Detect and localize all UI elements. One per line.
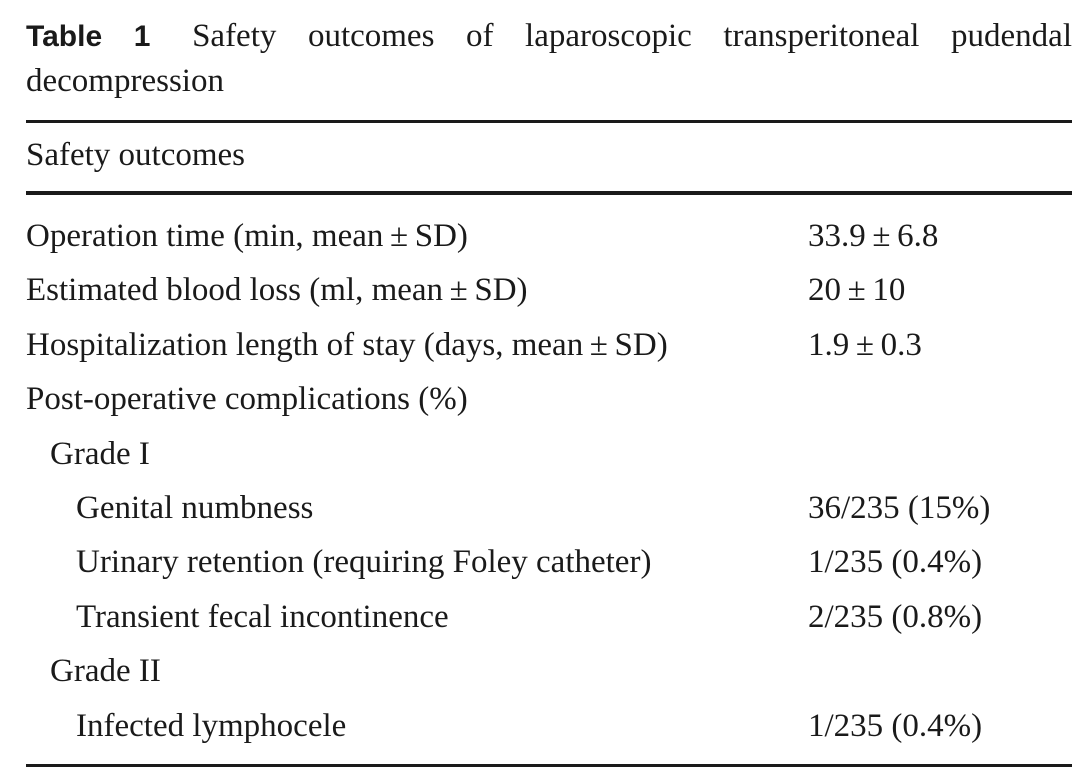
table-row [0, 486, 1080, 540]
row-value: 36/235 (15%) [808, 489, 991, 526]
top-rule [26, 120, 1072, 123]
table-row [0, 595, 1080, 649]
table-row [0, 540, 1080, 594]
column-header: Safety outcomes [26, 137, 246, 173]
row-label: Post-operative complications (%) [26, 381, 468, 418]
table-body [0, 214, 1080, 758]
table-row [0, 323, 1080, 377]
table-number: Table 1 [26, 20, 151, 53]
table-title: Safety outcomes of laparoscopic transperitoneal pudendal decompression [26, 18, 1072, 99]
table-caption [26, 14, 1072, 103]
row-label: Grade I [50, 435, 150, 472]
row-label: Estimated blood loss (ml, mean ± SD) [26, 272, 528, 309]
table-row [0, 377, 1080, 431]
row-label: Genital numbness [76, 489, 314, 526]
row-value: 1.9 ± 0.3 [808, 326, 922, 363]
row-label: Infected lymphocele [76, 707, 347, 744]
header-rule [26, 191, 1072, 195]
table-row [0, 268, 1080, 322]
table-row [0, 704, 1080, 758]
row-label: Grade II [50, 653, 161, 690]
row-value: 1/235 (0.4%) [808, 544, 983, 581]
table-row [0, 649, 1080, 703]
row-label: Urinary retention (requiring Foley catheter) [76, 544, 652, 581]
row-value: 2/235 (0.8%) [808, 598, 983, 635]
row-value: 1/235 (0.4%) [808, 707, 983, 744]
row-value: 20 ± 10 [808, 272, 906, 309]
bottom-rule [26, 764, 1072, 767]
table-row [0, 214, 1080, 268]
row-label: Transient fecal incontinence [76, 598, 449, 635]
row-value: 33.9 ± 6.8 [808, 218, 939, 254]
row-label: Hospitalization length of stay (days, mean ± SD) [26, 326, 668, 363]
table-row [0, 432, 1080, 486]
row-label: Operation time (min, mean ± SD) [26, 218, 468, 254]
